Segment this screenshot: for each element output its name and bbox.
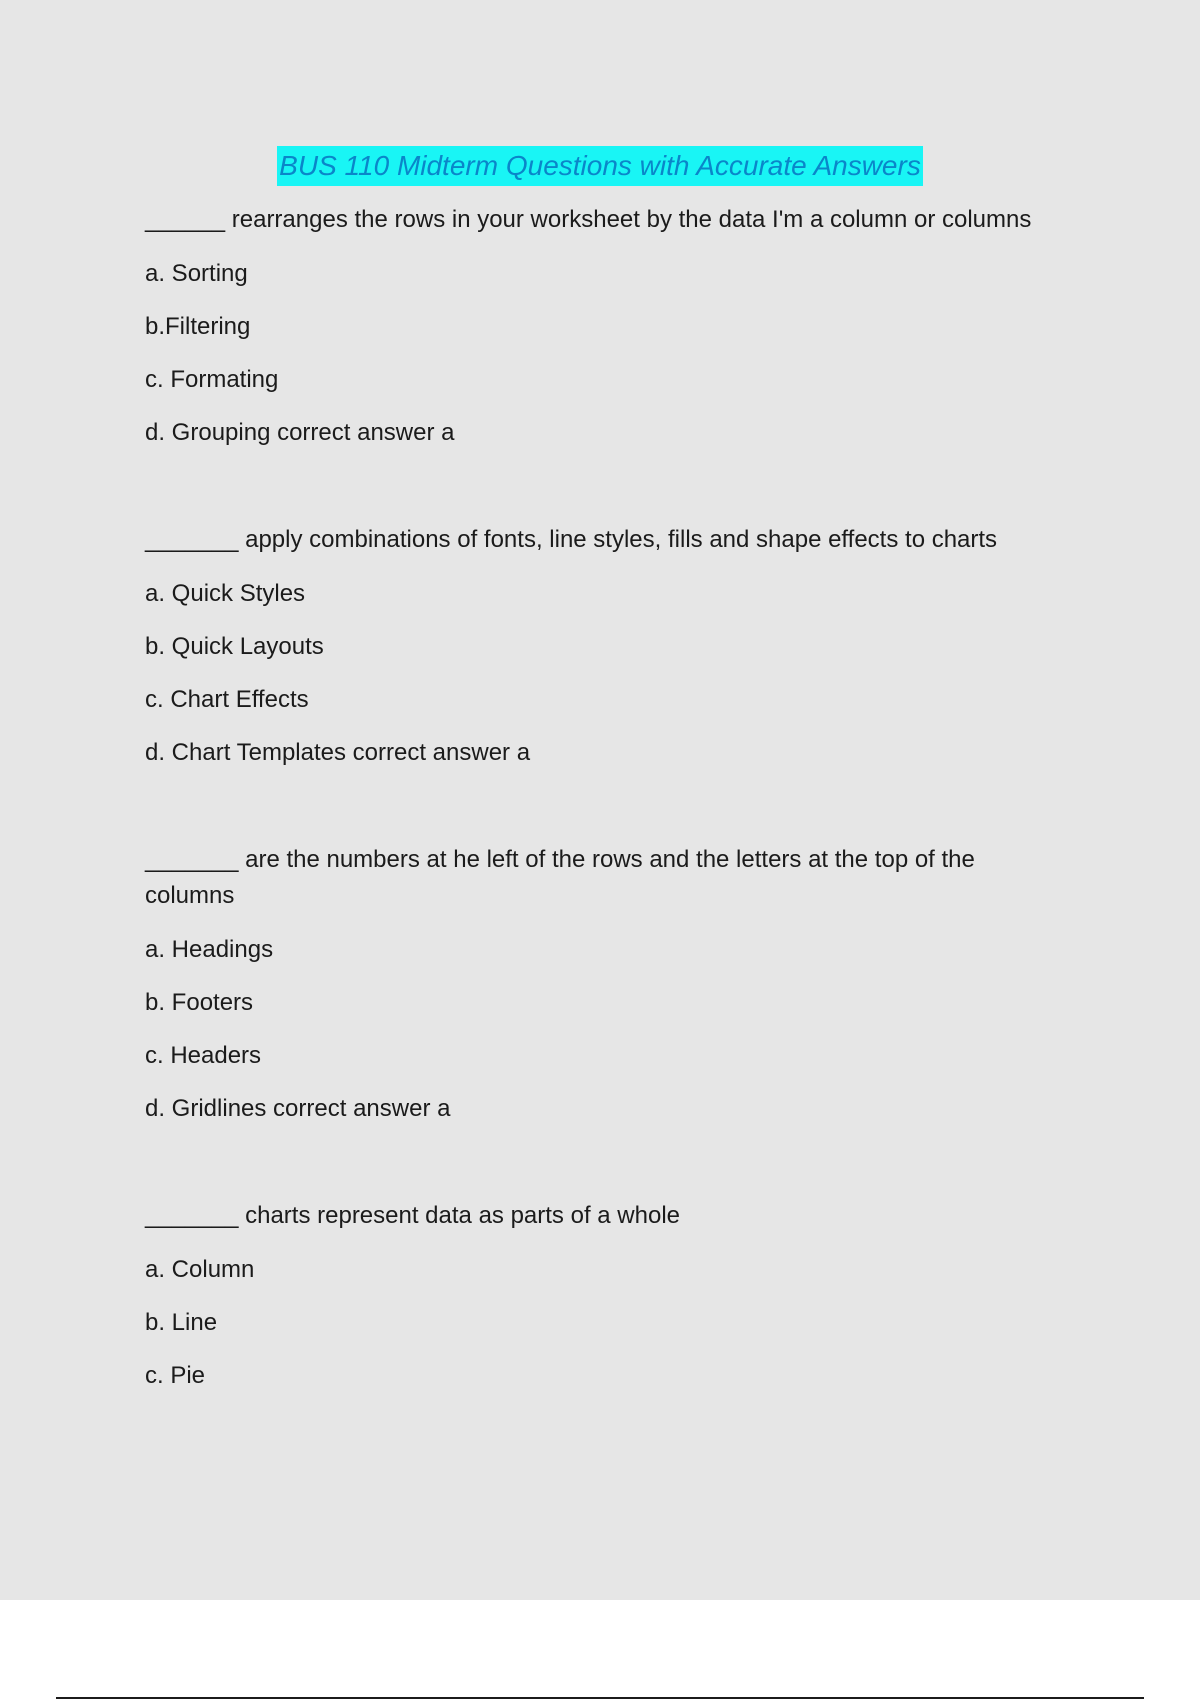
answer-option: b. Footers (145, 989, 254, 1016)
answer-option: b.Filtering (145, 313, 251, 340)
question-block-3 (145, 842, 1065, 1127)
spacer (145, 468, 1065, 522)
question-prompt: _______ charts represent data as parts of a whole (145, 1202, 681, 1229)
question-prompt: ______ rearranges the rows in your worksheet by the data I'm a column or columns (145, 206, 1032, 233)
answer-option: b. Line (145, 1309, 218, 1336)
question-list (145, 202, 1065, 1411)
question-block-1 (145, 202, 1065, 451)
page-divider (56, 1697, 1144, 1699)
answer-option: c. Headers (145, 1042, 262, 1069)
document-title: BUS 110 Midterm Questions with Accurate Answers (277, 146, 923, 186)
spacer (145, 788, 1065, 842)
question-block-4 (145, 1198, 1065, 1394)
spacer (145, 1144, 1065, 1198)
question-prompt: _______ are the numbers at he left of the rows and the letters at the top of the columns (145, 846, 975, 909)
answer-option: a. Quick Styles (145, 580, 306, 607)
answer-option: a. Column (145, 1256, 255, 1283)
answer-option: d. Gridlines correct answer a (145, 1095, 451, 1122)
answer-option: a. Headings (145, 936, 274, 963)
question-block-2 (145, 522, 1065, 771)
answer-option: b. Quick Layouts (145, 633, 324, 660)
question-prompt: _______ apply combinations of fonts, line styles, fills and shape effects to charts (145, 526, 998, 553)
answer-option: a. Sorting (145, 260, 248, 287)
answer-option: d. Grouping correct answer a (145, 419, 455, 446)
answer-option: d. Chart Templates correct answer a (145, 739, 531, 766)
answer-option: c. Formating (145, 366, 279, 393)
title-container (0, 146, 1200, 186)
answer-option: c. Chart Effects (145, 686, 309, 713)
answer-option: c. Pie (145, 1362, 206, 1389)
